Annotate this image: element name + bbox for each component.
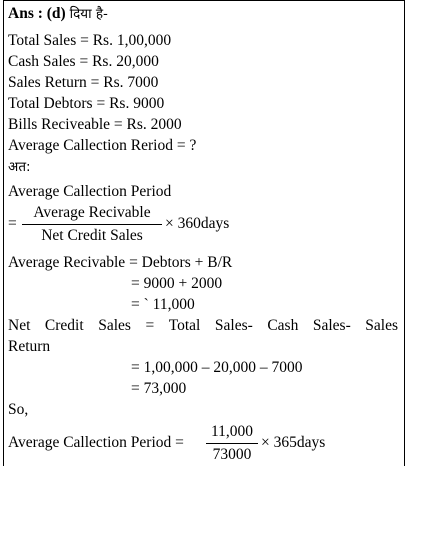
formula-multiplier: × 360days [165, 215, 230, 232]
word: Sales [365, 317, 398, 334]
given-question: Average Callection Reriod = ? [8, 137, 197, 154]
final-fraction-bar [206, 443, 258, 444]
therefore-label: अत: [8, 159, 31, 175]
given-heading: दिया है- [69, 6, 108, 22]
word: Credit [44, 317, 84, 334]
avg-receivable-line: Average Recivable = Debtors + B/R [8, 254, 233, 271]
answer-label: Ans : (d) [8, 5, 66, 22]
final-formula [8, 422, 388, 466]
word: Sales- [312, 317, 351, 334]
net-credit-line [8, 317, 398, 335]
final-numerator: 11,000 [210, 423, 254, 440]
final-label: Average Callection Period = [8, 434, 184, 451]
avg-receivable-step2: = ` 11,000 [131, 296, 195, 313]
net-credit-step1: = 1,00,000 – 20,000 – 7000 [131, 359, 303, 376]
given-total-sales: Total Sales = Rs. 1,00,000 [8, 32, 172, 49]
formula-equals: = [8, 215, 17, 232]
formula-title: Average Callection Period [8, 183, 172, 200]
word: Sales [98, 317, 131, 334]
fraction-bar [22, 224, 162, 225]
formula-denominator: Net Credit Sales [41, 227, 143, 244]
word: Total [168, 317, 201, 334]
so-label: So, [8, 401, 29, 418]
final-multiplier: × 365days [261, 434, 326, 451]
answer-header [8, 5, 108, 23]
final-denominator: 73000 [212, 446, 252, 463]
net-credit-step2: = 73,000 [131, 380, 187, 397]
word: Cash [267, 317, 299, 334]
formula-fraction [8, 203, 268, 247]
given-sales-return: Sales Return = Rs. 7000 [8, 74, 159, 91]
word: Sales- [214, 317, 253, 334]
given-bills-receivable: Bills Reciveable = Rs. 2000 [8, 116, 182, 133]
net-credit-continuation: Return [8, 338, 51, 355]
word: = [145, 317, 155, 334]
word: Net [8, 317, 31, 334]
answer-sheet [3, 0, 405, 466]
given-total-debtors: Total Debtors = Rs. 9000 [8, 95, 165, 112]
given-cash-sales: Cash Sales = Rs. 20,000 [8, 53, 159, 70]
avg-receivable-step1: = 9000 + 2000 [131, 275, 223, 292]
formula-numerator: Average Recivable [33, 204, 151, 221]
